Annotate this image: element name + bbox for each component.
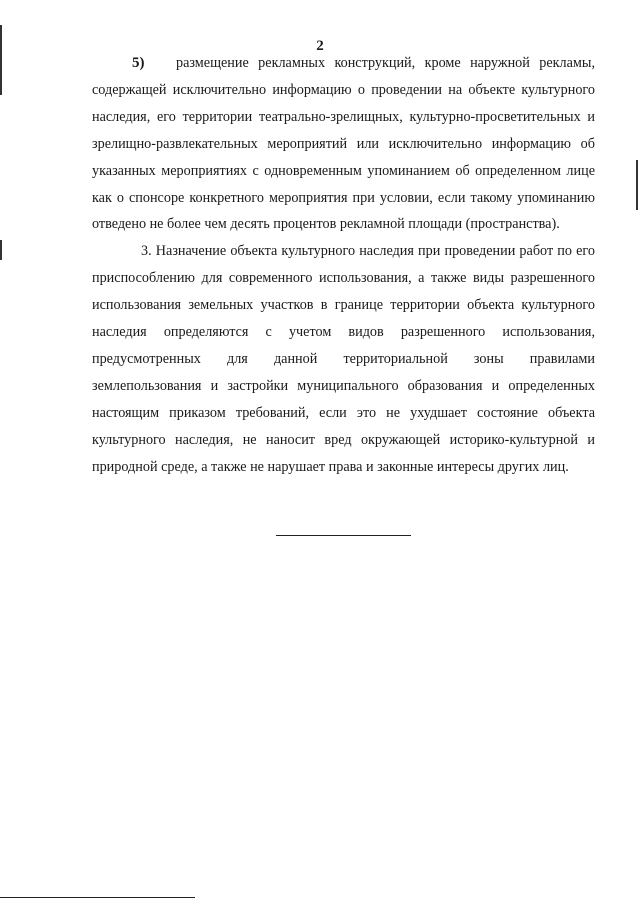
scan-edge-mark: [0, 25, 2, 95]
end-separator-line: [276, 535, 411, 536]
section-3-paragraph: 3. Назначение объекта культурного наследия при проведении работ по его приспособлению для современного использования, а также виды разрешенного использования земельных участков в границе территории объекта культурного наследия определяются с учетом видов разрешенного использования, предусмотренных для данной территориальной зоны правилами землепользования и застройки муниципального образования и определенных настоящим приказом требований, если это не ухудшает состояние объекта культурного наследия, не наносит вред окружающей историко-культурной и природной среде, а также не нарушает права и законные интересы других лиц.: [92, 243, 595, 475]
document-body: [92, 50, 595, 481]
list-item-5: [92, 50, 595, 238]
footer-line: [0, 897, 195, 898]
page-number: 2: [316, 38, 324, 54]
scan-edge-mark: [0, 240, 2, 260]
scan-edge-mark: [636, 160, 638, 210]
list-item-text: размещение рекламных конструкций, кроме наружной рекламы, содержащей исключительно информацию о проведении на объекте культурного наследия, его территории театрально-зрелищных, культурно-просветительных и зрелищно-развлекательных мероприятий или исключительно информацию об указанных мероприятиях с одновременным упоминанием об определенном лице как о спонсоре конкретного мероприятия при условии, если такому упоминанию отведено не более чем десять процентов рекламной площади (пространства).: [92, 55, 595, 233]
list-item-number: 5): [132, 55, 145, 71]
